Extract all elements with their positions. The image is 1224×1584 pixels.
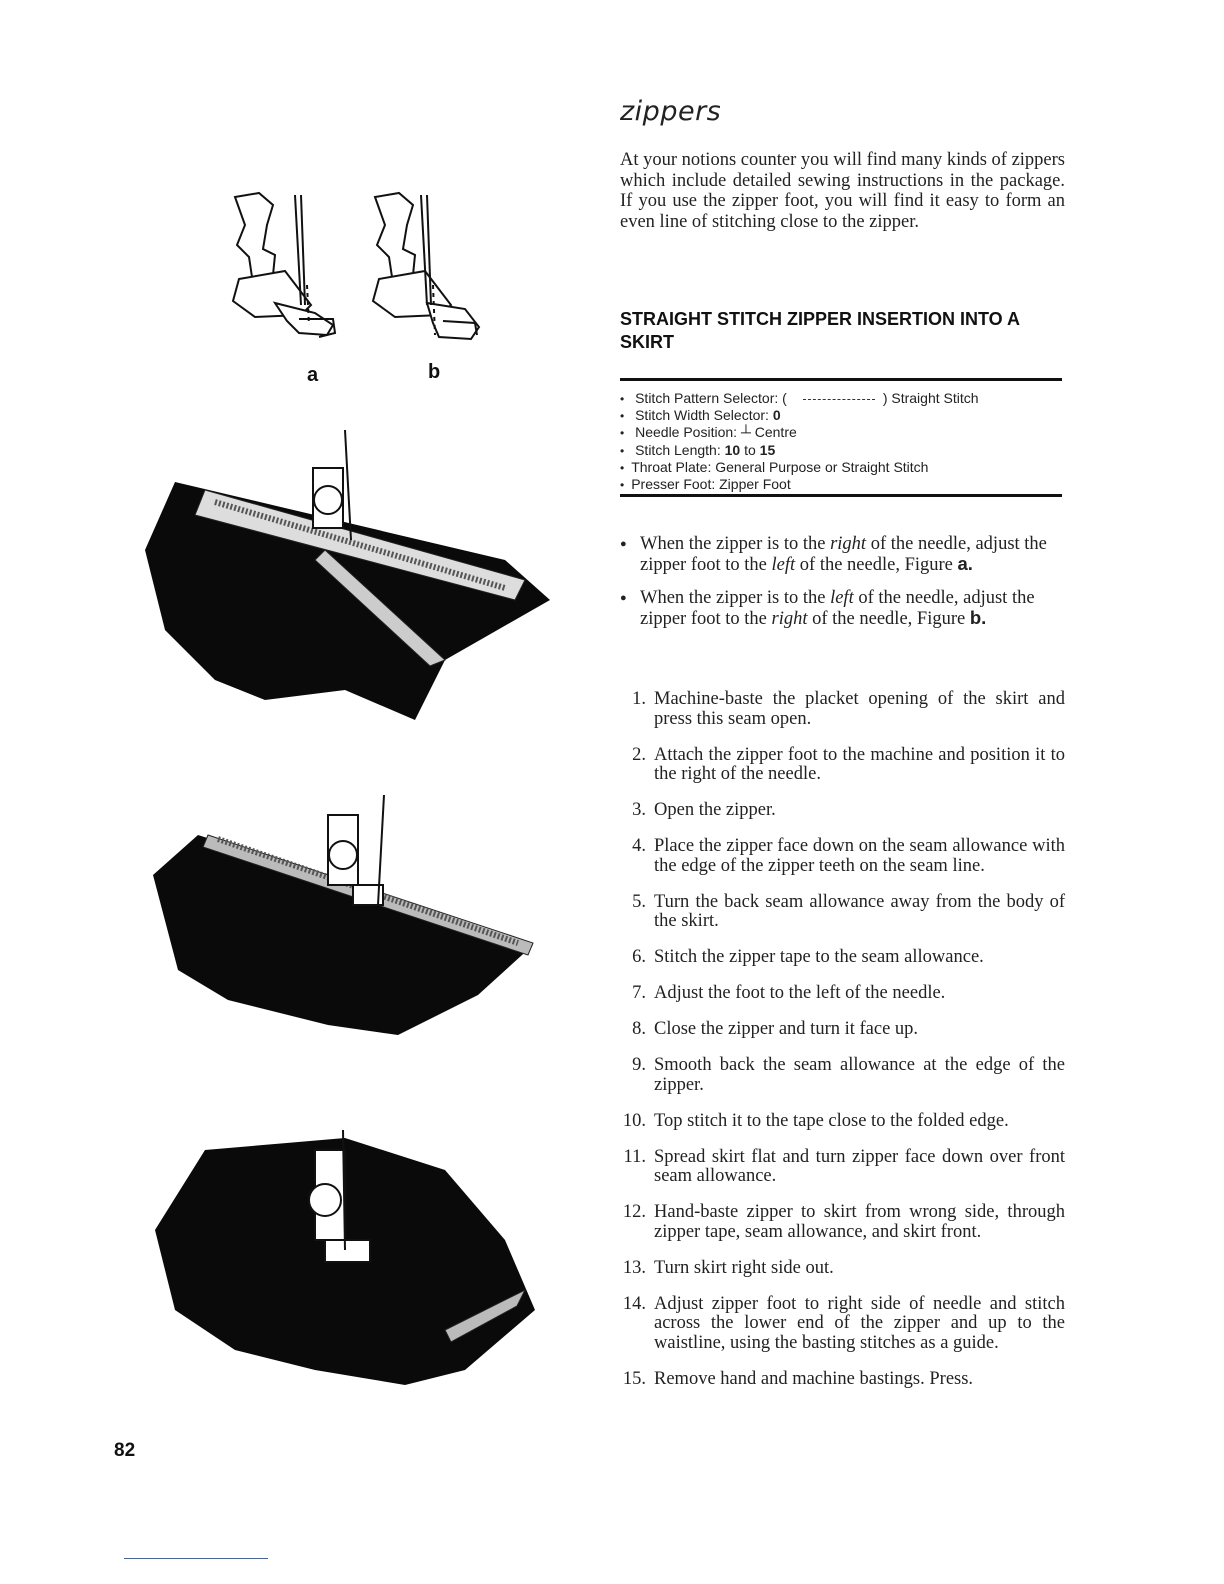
intro-paragraph: At your notions counter you will find many kinds of zippers which include detailed sewing instructions in the package. If you use the zipper foot, you will find it easy to form an even line of stitching close to the zipper. [620, 150, 1065, 232]
step-number: 5. [632, 891, 646, 912]
note-item [620, 534, 1065, 575]
step-item [612, 1020, 1065, 1040]
step-text: Turn skirt right side out. [654, 1257, 834, 1278]
step-number: 2. [632, 744, 646, 765]
figure-label-b: b [428, 361, 441, 383]
foot-adjustment-notes [620, 534, 1065, 642]
footer-rule [124, 1558, 268, 1559]
setting-stitch-pattern-value: ) Straight Stitch [882, 390, 979, 406]
setting-stitch-length [620, 442, 1062, 459]
setting-stitch-length-to: 15 [759, 441, 776, 458]
note-text: of the needle, adjust the zipper foot to the [640, 588, 1035, 629]
step-number: 9. [632, 1055, 646, 1075]
step-item [612, 948, 1065, 968]
setting-stitch-width-label: Stitch Width Selector: [635, 407, 769, 424]
step-number: 11. [623, 1146, 646, 1167]
step-number: 14. [622, 1293, 646, 1314]
skirt-zipper-illustration-1 [145, 430, 560, 725]
setting-stitch-width-value: 0 [772, 407, 781, 424]
step-item [612, 893, 1065, 932]
step-text: Machine-baste the placket opening of the skirt and press this seam open. [654, 689, 1065, 729]
step-text: Smooth back the seam allowance at the edge of the zipper. [654, 1055, 1065, 1095]
settings-top-rule [620, 378, 1062, 381]
step-item [612, 1203, 1065, 1242]
step-number: 7. [632, 983, 646, 1003]
settings-bottom-rule [620, 494, 1062, 497]
step-text: Spread skirt flat and turn zipper face down over front seam allowance. [654, 1146, 1065, 1186]
step-item [612, 837, 1065, 876]
straight-stitch-dash-icon [803, 399, 875, 400]
setting-stitch-length-label: Stitch Length: [635, 441, 721, 458]
instruction-steps [612, 690, 1065, 1406]
setting-presser-foot [620, 476, 1062, 493]
note-text: of the needle, Figure [807, 609, 970, 629]
step-number: 6. [632, 947, 646, 967]
note-text: When the zipper is to the [640, 588, 831, 608]
note-emphasis: left [830, 588, 854, 608]
step-text: Close the zipper and turn it face up. [654, 1019, 919, 1039]
skirt-zipper-illustration-3 [145, 1130, 540, 1390]
step-item [612, 984, 1065, 1004]
step-text: Remove hand and machine bastings. Press. [654, 1368, 974, 1389]
step-number: 12. [622, 1202, 646, 1222]
note-emphasis: left [771, 555, 796, 575]
setting-needle-position-value: Centre [754, 424, 797, 441]
setting-throat-plate [620, 459, 1062, 476]
step-text: Top stitch it to the tape close to the folded edge. [654, 1110, 1009, 1131]
page-number: 82 [114, 1440, 136, 1461]
step-item [612, 1370, 1065, 1390]
machine-settings-list [620, 390, 1062, 493]
skirt-zipper-illustration-2 [148, 795, 543, 1040]
note-figure-ref: b. [969, 607, 987, 628]
page-title: zippers [620, 96, 722, 127]
step-number: 3. [632, 800, 646, 820]
step-text: Stitch the zipper tape to the seam allowance. [654, 947, 984, 967]
setting-throat-plate-text: Throat Plate: General Purpose or Straight Stitch [631, 458, 929, 475]
setting-stitch-length-to-word: to [744, 441, 756, 458]
step-text: Attach the zipper foot to the machine and position it to the right of the needle. [654, 744, 1065, 784]
setting-stitch-pattern-label: Stitch Pattern Selector: ( [635, 390, 787, 406]
step-item [612, 1259, 1065, 1279]
note-emphasis: right [771, 609, 808, 629]
step-text: Hand-baste zipper to skirt from wrong side, through zipper tape, seam allowance, and skirt front. [654, 1202, 1065, 1242]
step-item [612, 1148, 1065, 1187]
step-number: 4. [632, 836, 646, 856]
step-item [612, 1056, 1065, 1095]
zipper-foot-b-drawing [373, 193, 479, 339]
note-emphasis: right [830, 534, 867, 554]
step-item [612, 746, 1065, 785]
step-number: 15. [622, 1368, 646, 1389]
setting-presser-foot-text: Presser Foot: Zipper Foot [631, 476, 791, 493]
setting-needle-position [620, 424, 1062, 441]
step-text: Adjust zipper foot to right side of needle and stitch across the lower end of the zipper and up to the waistline, using the basting stitches as a guide. [654, 1293, 1065, 1353]
step-text: Adjust the foot to the left of the needle. [654, 983, 946, 1003]
step-item [612, 801, 1065, 821]
figure-label-a: a [307, 364, 319, 385]
setting-needle-position-label: Needle Position: [635, 424, 738, 441]
note-figure-ref: a. [957, 553, 973, 574]
note-text: of the needle, Figure [795, 555, 958, 575]
step-text: Turn the back seam allowance away from the body of the skirt. [654, 891, 1065, 931]
zipper-foot-a-drawing [233, 193, 335, 337]
step-item [612, 690, 1065, 729]
needle-center-icon: ┴ [740, 424, 751, 441]
setting-stitch-pattern [620, 390, 1062, 407]
step-number: 8. [632, 1019, 646, 1039]
step-item [612, 1295, 1065, 1354]
zipper-foot-illustration [215, 185, 505, 385]
note-text: When the zipper is to the [640, 534, 831, 554]
section-heading: STRAIGHT STITCH ZIPPER INSERTION INTO A SKIRT [620, 309, 1020, 352]
setting-stitch-length-from: 10 [724, 441, 741, 458]
note-item [620, 588, 1065, 629]
step-text: Open the zipper. [654, 800, 776, 820]
step-item [612, 1112, 1065, 1132]
step-text: Place the zipper face down on the seam allowance with the edge of the zipper teeth on the seam line. [654, 836, 1065, 876]
note-text: of the needle, adjust the zipper foot to the [640, 534, 1047, 575]
step-number: 13. [622, 1257, 646, 1278]
step-number: 1. [632, 689, 646, 709]
setting-stitch-width [620, 407, 1062, 424]
step-number: 10. [622, 1110, 646, 1131]
